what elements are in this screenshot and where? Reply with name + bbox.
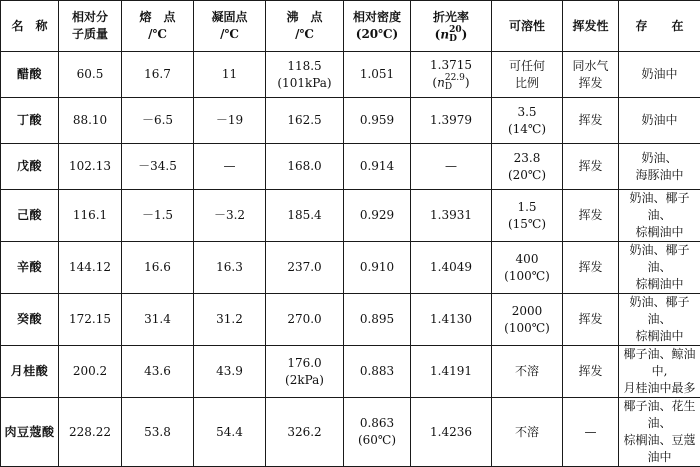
cell-relative-density-line-1: 0.910: [346, 259, 408, 276]
table-row: [1, 144, 700, 190]
cell-volatility: [563, 346, 619, 398]
cell-refractive-index: [411, 52, 492, 98]
cell-melting-point: －6.5: [122, 98, 194, 144]
note-open-paren: (: [432, 76, 437, 90]
cell-occurrence: [619, 52, 700, 98]
cell-freezing-point: 11: [194, 52, 266, 98]
cell-occurrence-line-1: 奶油、: [621, 150, 698, 167]
cell-boiling-point: [266, 190, 344, 242]
cell-volatility: [563, 398, 619, 467]
cell-occurrence: [619, 190, 700, 242]
cell-molecular-weight: 172.15: [59, 294, 122, 346]
cell-boiling-point: [266, 52, 344, 98]
cell-relative-density: [344, 398, 411, 467]
table-row: [1, 294, 700, 346]
table-row: [1, 346, 700, 398]
cell-occurrence-line-2: 棕榈油中: [621, 224, 698, 241]
cell-refr-value: 1.4130: [413, 311, 489, 328]
cell-volatility-line-1: 挥发: [565, 158, 616, 175]
cell-occurrence: [619, 398, 700, 467]
cell-volatility-line-2: 挥发: [565, 75, 616, 92]
cell-solubility-line-1: 1.5: [494, 199, 560, 216]
cell-refractive-index: [411, 242, 492, 294]
cell-solubility: [492, 398, 563, 467]
cell-molecular-weight: 60.5: [59, 52, 122, 98]
cell-relative-density: [344, 98, 411, 144]
cell-refr-value: 1.4049: [413, 259, 489, 276]
cell-solubility-line-1: 400: [494, 251, 560, 268]
header-solubility: 可溶性: [492, 1, 563, 52]
note-superscript: 22.9: [445, 74, 465, 83]
header-mw-line-1: 相对分: [61, 9, 119, 26]
refr-n-symbol: n: [440, 27, 449, 41]
header-bp-line-1: 沸 点: [268, 9, 341, 26]
table-row: [1, 98, 700, 144]
header-melting-point: [122, 1, 194, 52]
cell-molecular-weight: 88.10: [59, 98, 122, 144]
cell-freezing-point: 43.9: [194, 346, 266, 398]
cell-boiling-point-line-1: 118.5: [268, 58, 341, 75]
cell-refr-note: [413, 74, 489, 92]
cell-volatility: [563, 294, 619, 346]
cell-molecular-weight: 102.13: [59, 144, 122, 190]
cell-relative-density: [344, 190, 411, 242]
cell-volatility: [563, 98, 619, 144]
cell-solubility-line-1: 2000: [494, 303, 560, 320]
cell-relative-density-line-1: 0.863: [346, 415, 408, 432]
cell-refractive-index: [411, 98, 492, 144]
cell-occurrence-line-1: 奶油、椰子油、: [621, 242, 698, 276]
cell-occurrence: [619, 98, 700, 144]
cell-volatility-line-1: 挥发: [565, 311, 616, 328]
refr-superscript: 20: [449, 26, 462, 35]
cell-boiling-point: [266, 294, 344, 346]
cell-solubility-line-1: 可任何: [494, 58, 560, 75]
cell-refr-value: 1.3715: [413, 57, 489, 74]
cell-name: 己酸: [1, 190, 59, 242]
cell-solubility: [492, 144, 563, 190]
cell-boiling-point-line-1: 185.4: [268, 207, 341, 224]
cell-name: 醋酸: [1, 52, 59, 98]
cell-molecular-weight: 200.2: [59, 346, 122, 398]
cell-solubility: [492, 294, 563, 346]
cell-occurrence-line-1: 椰子油、花生油、: [621, 398, 698, 432]
cell-molecular-weight: 228.22: [59, 398, 122, 467]
table-row: [1, 242, 700, 294]
header-fp-line-1: 凝固点: [196, 9, 263, 26]
table-row: [1, 398, 700, 467]
cell-relative-density-line-1: 0.883: [346, 363, 408, 380]
table-row: [1, 190, 700, 242]
cell-refractive-index: [411, 190, 492, 242]
cell-refr-value: 1.4191: [413, 363, 489, 380]
cell-occurrence: [619, 144, 700, 190]
header-row: [1, 1, 700, 52]
cell-relative-density-line-1: 0.895: [346, 311, 408, 328]
cell-boiling-point-line-1: 176.0: [268, 355, 341, 372]
header-freezing-point: [194, 1, 266, 52]
header-refractive-index: [411, 1, 492, 52]
cell-name: 月桂酸: [1, 346, 59, 398]
header-density-line-2: (20℃): [346, 26, 408, 43]
cell-solubility-line-1: 3.5: [494, 104, 560, 121]
cell-occurrence-line-2: 棕榈油、豆蔻油中: [621, 432, 698, 466]
cell-volatility-line-1: 挥发: [565, 112, 616, 129]
cell-refr-value: 1.3931: [413, 207, 489, 224]
cell-volatility-line-1: —: [565, 424, 616, 441]
cell-solubility-line-1: 不溶: [494, 424, 560, 441]
cell-molecular-weight: 144.12: [59, 242, 122, 294]
table-row: [1, 52, 700, 98]
table-header: [1, 1, 700, 52]
cell-relative-density-line-1: 0.914: [346, 158, 408, 175]
cell-solubility: [492, 242, 563, 294]
refr-sup-sub: [449, 26, 462, 44]
cell-refractive-index: [411, 346, 492, 398]
cell-freezing-point: －3.2: [194, 190, 266, 242]
cell-refractive-index: [411, 398, 492, 467]
refr-close-paren: ): [462, 27, 468, 41]
note-sup-sub: [445, 74, 465, 92]
cell-occurrence-line-2: 棕榈油中: [621, 328, 698, 345]
cell-freezing-point: 54.4: [194, 398, 266, 467]
cell-freezing-point: 31.2: [194, 294, 266, 346]
header-mp-line-1: 熔 点: [124, 9, 191, 26]
cell-melting-point: 53.8: [122, 398, 194, 467]
cell-name: 辛酸: [1, 242, 59, 294]
cell-occurrence: [619, 242, 700, 294]
cell-relative-density: [344, 242, 411, 294]
cell-occurrence-line-2: 棕榈油中: [621, 276, 698, 293]
table-body: [1, 52, 700, 467]
cell-volatility: [563, 144, 619, 190]
cell-volatility: [563, 242, 619, 294]
cell-relative-density-line-1: 0.929: [346, 207, 408, 224]
cell-volatility-line-1: 挥发: [565, 207, 616, 224]
cell-occurrence-line-1: 椰子油、鲸油中,: [621, 346, 698, 380]
cell-molecular-weight: 116.1: [59, 190, 122, 242]
cell-occurrence: [619, 346, 700, 398]
cell-refr-value: —: [413, 158, 489, 175]
cell-boiling-point-line-2: (2kPa): [268, 372, 341, 389]
cell-occurrence-line-1: 奶油中: [621, 112, 698, 129]
refr-subscript: D: [449, 35, 462, 44]
cell-solubility: [492, 346, 563, 398]
cell-occurrence-line-2: 海豚油中: [621, 167, 698, 184]
note-close-paren: ): [465, 76, 470, 90]
header-mp-line-2: /℃: [124, 26, 191, 43]
header-occurrence: 存 在: [619, 1, 700, 52]
cell-relative-density: [344, 52, 411, 98]
cell-freezing-point: 16.3: [194, 242, 266, 294]
cell-solubility: [492, 52, 563, 98]
cell-occurrence-line-1: 奶油、椰子油、: [621, 294, 698, 328]
header-name: 名 称: [1, 1, 59, 52]
cell-melting-point: 16.7: [122, 52, 194, 98]
cell-volatility-line-1: 挥发: [565, 363, 616, 380]
header-bp-line-2: /℃: [268, 26, 341, 43]
cell-refr-value: 1.3979: [413, 112, 489, 129]
cell-relative-density-line-1: 0.959: [346, 112, 408, 129]
cell-occurrence-line-2: 月桂油中最多: [621, 380, 698, 397]
cell-solubility-line-2: 比例: [494, 75, 560, 92]
cell-solubility: [492, 190, 563, 242]
cell-relative-density: [344, 294, 411, 346]
cell-boiling-point-line-2: (101kPa): [268, 75, 341, 92]
cell-solubility: [492, 98, 563, 144]
cell-melting-point: 43.6: [122, 346, 194, 398]
cell-melting-point: －34.5: [122, 144, 194, 190]
cell-volatility-line-1: 同水气: [565, 58, 616, 75]
refr-open-paren: (: [435, 27, 441, 41]
cell-solubility-line-2: (100℃): [494, 268, 560, 285]
cell-boiling-point-line-1: 168.0: [268, 158, 341, 175]
header-mw-line-2: 子质量: [61, 26, 119, 43]
note-subscript: D: [445, 83, 465, 92]
cell-boiling-point-line-1: 237.0: [268, 259, 341, 276]
cell-relative-density-line-2: (60℃): [346, 432, 408, 449]
cell-solubility-line-1: 不溶: [494, 363, 560, 380]
cell-relative-density-line-1: 1.051: [346, 66, 408, 83]
cell-name: 丁酸: [1, 98, 59, 144]
header-volatility: 挥发性: [563, 1, 619, 52]
cell-volatility-line-1: 挥发: [565, 259, 616, 276]
header-refr-symbol: [413, 26, 489, 44]
cell-solubility-line-2: (14℃): [494, 121, 560, 138]
cell-melting-point: 16.6: [122, 242, 194, 294]
cell-name: 癸酸: [1, 294, 59, 346]
cell-freezing-point: －19: [194, 98, 266, 144]
header-density-line-1: 相对密度: [346, 9, 408, 26]
cell-occurrence: [619, 294, 700, 346]
cell-relative-density: [344, 144, 411, 190]
cell-boiling-point-line-1: 326.2: [268, 424, 341, 441]
cell-refractive-index: [411, 294, 492, 346]
cell-boiling-point: [266, 242, 344, 294]
cell-freezing-point: —: [194, 144, 266, 190]
cell-refractive-index: [411, 144, 492, 190]
cell-volatility: [563, 52, 619, 98]
cell-boiling-point-line-1: 270.0: [268, 311, 341, 328]
cell-boiling-point: [266, 398, 344, 467]
cell-volatility: [563, 190, 619, 242]
cell-solubility-line-1: 23.8: [494, 150, 560, 167]
cell-melting-point: －1.5: [122, 190, 194, 242]
cell-occurrence-line-1: 奶油中: [621, 66, 698, 83]
header-refr-title: 折光率: [413, 9, 489, 26]
cell-boiling-point: [266, 144, 344, 190]
cell-boiling-point: [266, 346, 344, 398]
header-molecular-weight: [59, 1, 122, 52]
note-n-symbol: n: [437, 76, 445, 90]
cell-name: 肉豆蔻酸: [1, 398, 59, 467]
cell-boiling-point-line-1: 162.5: [268, 112, 341, 129]
header-fp-line-2: /℃: [196, 26, 263, 43]
cell-relative-density: [344, 346, 411, 398]
cell-occurrence-line-1: 奶油、椰子油、: [621, 190, 698, 224]
cell-solubility-line-2: (20℃): [494, 167, 560, 184]
cell-melting-point: 31.4: [122, 294, 194, 346]
cell-boiling-point: [266, 98, 344, 144]
cell-solubility-line-2: (15℃): [494, 216, 560, 233]
cell-refr-value: 1.4236: [413, 424, 489, 441]
cell-name: 戊酸: [1, 144, 59, 190]
header-relative-density: [344, 1, 411, 52]
cell-solubility-line-2: (100℃): [494, 320, 560, 337]
header-boiling-point: [266, 1, 344, 52]
